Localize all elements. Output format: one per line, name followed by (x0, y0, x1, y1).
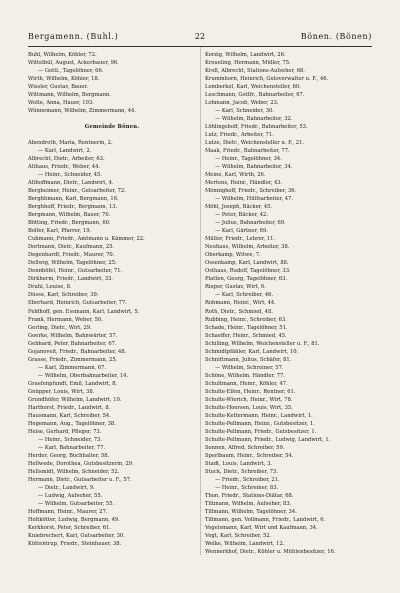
directory-entry: Roth, Dietr., Schmied, 48. (205, 308, 273, 315)
directory-entry: Oberkamp, Witwe, 7. (205, 252, 261, 259)
directory-entry: Lemberkel, Karl, Weichensteller, 60. (205, 84, 301, 91)
page-header (28, 31, 372, 43)
directory-entry: Graefenpfundt, Emil, Landwirt, 8. (28, 380, 118, 387)
directory-entry: Stuck, Dietr., Schreiber, 73. (205, 468, 279, 475)
directory-entry: — Friedr., Schreiber, 21. (215, 476, 280, 483)
left-column (28, 51, 196, 548)
directory-entry: Schulte-Pellmann, Friedr., Gutsbesitzer, 1. (205, 428, 317, 435)
directory-entry: Gerling, Dietr., Wirt, 29. (28, 324, 92, 331)
header-left-title: Bergamenn. (Buhl.) (28, 32, 119, 41)
directory-entry: — Wilhelm, Hülfsarbeiter, 47. (215, 196, 294, 203)
directory-entry: Gojanoveit, Friedr., Bahnarbeiter, 48. (28, 348, 127, 355)
directory-entry: Althoffmann, Dietr., Landwirt, 4. (28, 180, 114, 187)
directory-entry: — Wilhelm, Gutsarbeiter, 55. (38, 500, 115, 507)
directory-entry: Vogelsmann, Karl, Wirt und Kaufmann, 34. (205, 524, 318, 531)
directory-entry: Schöne, Wilhelm, Händler, 77. (205, 372, 285, 379)
directory-entry: — Gottl., Tagelöhner, 66. (38, 68, 104, 75)
directory-entry: Thon, Friedr., Stations-Diätar, 68. (205, 492, 294, 499)
directory-entry: Schilling, Wilhelm, Weichensteller u. F., 81. (205, 340, 320, 347)
directory-entry: Eberhard, Heinrich, Gutsarbeiter, 77. (28, 300, 127, 307)
directory-entry: Rubbing, Heinr., Schreiber, 63. (205, 316, 287, 323)
directory-entry: — Heinr., Schneider, 45. (38, 172, 103, 179)
directory-entry: Stadt, Louis, Landwirt, 3. (205, 460, 273, 467)
directory-entry: Schulte-Pellmann, Heinr., Gutsbesitzer, 1. (205, 420, 315, 427)
directory-entry: Abendroth, Maria, Rentnerin, 2. (28, 140, 113, 147)
directory-entry: Vogt, Karl, Schreiber, 52. (205, 532, 272, 539)
directory-entry: Maak, Friedr., Bahnarbeiter, 77. (205, 148, 290, 155)
directory-entry: Berghhmann, Karl, Bergmann, 16. (28, 196, 119, 203)
directory-entry: Dortmann, Dietr., Kaufmann, 25. (28, 244, 115, 251)
directory-entry: Althaus, Friedr., Weber, 44. (28, 164, 101, 171)
directory-entry: Hegemann, Aug., Tagelöhner, 38. (28, 420, 116, 427)
directory-entry: Holtkötter, Ludwig, Bergmann, 49. (28, 516, 120, 523)
directory-entry: Lutz, Friedr., Arbeiter, 71. (205, 132, 274, 139)
page-number: 22 (194, 32, 206, 41)
directory-entry: Möhl, Joseph, Bäcker, 45. (205, 204, 273, 211)
directory-entry: Dennhöfel, Heinr., Gutsarbeiter, 71. (28, 268, 123, 275)
directory-entry: Kreueling, Hermann, Müller, 75. (205, 60, 291, 67)
directory-entry: Bötting, Friedr., Bergmann, 60. (28, 220, 111, 227)
directory-entry: Welke, Wilhelm, Landwirt, 12. (205, 540, 285, 547)
directory-entry: — Karl, Gärtner, 69. (215, 228, 268, 235)
directory-entry: Müller, Friedr., Lehrer, 11. (205, 236, 276, 243)
directory-entry: Lutze, Dietr., Weichensteller u. F., 21. (205, 140, 305, 147)
directory-entry: — Karl, Bahnarbeiter, 77. (38, 444, 106, 451)
directory-entry: Kerkhorst, Peter, Schreiber, 61. (28, 524, 111, 531)
directory-entry: — Julius, Bahnarbeiter, 69. (215, 220, 286, 227)
directory-entry: Tillmann, Wilhelm, Tagelöhner, 34. (205, 508, 297, 515)
directory-entry: Dirkherm, Friedr., Landwirt, 33. (28, 276, 113, 283)
directory-entry: — Wilhelm, Bahnarbeiter, 34. (215, 164, 293, 171)
directory-entry: Schnittmann, Julius, Schäfer, 81. (205, 356, 292, 363)
section-heading: Gemeinde Bönen. (84, 124, 140, 131)
directory-entry: — Wilhelm, Oberbahnarbeiter, 14. (38, 372, 129, 379)
directory-entry: Wittelbül, August, Ackerbauer, 96. (28, 60, 119, 67)
directory-entry: Hellwede, Dorothea, Gutsbesitzerin, 29. (28, 460, 134, 467)
directory-entry: Bergmann, Wilhelm, Bauer, 70. (28, 212, 111, 219)
directory-entry: Grasse, Friedr., Zimmermann, 25. (28, 356, 118, 363)
directory-entry: Schaeffer, Heinr., Schmied, 45. (205, 332, 287, 339)
directory-entry: Feldhoff, gen. Essmann, Karl, Landwirt, 5. (28, 308, 140, 315)
directory-entry: Kroll, Albrecht, Stations-Aufseher, 68. (205, 68, 305, 75)
column-divider (200, 47, 201, 555)
directory-entry: Wittmann, Wilhelm, Bergmann. (28, 92, 111, 99)
directory-entry: Krummhorn, Heinrich, Gutsverwalter u. F., 46. (205, 76, 329, 83)
directory-entry: Bolfer, Karl, Pfarrer, 19. (28, 228, 92, 235)
directory-entry: Gebhard, Peter, Bahnarbeiter, 67. (28, 340, 117, 347)
directory-entry: Hoffmann, Heinr., Maurer, 27. (28, 508, 108, 515)
directory-entry: Osthaus, Rudolf, Tagelöhner, 33. (205, 268, 291, 275)
directory-entry: Löhlingshoff, Friedr., Bahnarbeiter, 53. (205, 124, 308, 131)
directory-entry: Schmidtpfähler, Karl, Landwirt, 10. (205, 348, 299, 355)
directory-entry: Hausmann, Karl, Schreiber, 54. (28, 412, 111, 419)
directory-entry: — Karl, Schreiber, 46. (215, 292, 274, 299)
directory-entry: Rieper, Gustav, Wirt, 6. (205, 284, 266, 291)
directory-entry: Bergheimer, Heinr., Gutsarbeiter, 72. (28, 188, 126, 195)
directory-entry: Dellwig, Wilhelm, Tagelöhner, 25. (28, 260, 117, 267)
directory-entry: Schulte-Wierich, Heinr., Wirt, 78. (205, 396, 293, 403)
directory-entry: Tillmann, gen. Vollmann, Friedr., Landwirt, 6. (205, 516, 326, 523)
directory-entry: Rohmann, Heinr., Wirt, 44. (205, 300, 276, 307)
directory-entry: Platten, Georg, Tagelöhner, 63. (205, 276, 288, 283)
directory-entry: Degenhardt, Friedr., Maurer, 70. (28, 252, 115, 259)
directory-entry: — Wilhelm, Schreiner, 57. (215, 364, 284, 371)
directory-entry: Wissler, Gustav, Bauer. (28, 84, 88, 91)
directory-entry: — Heinr., Schreiner, 83. (215, 484, 279, 491)
directory-entry: Grundhöfer, Wilhelm, Landwirt, 10. (28, 396, 122, 403)
directory-entry: — Dietr., Landwirt, 9. (38, 484, 95, 491)
directory-entry: Herder, Georg, Buchhalter, 58. (28, 452, 110, 459)
directory-entry: Cuhmann, Friedr., Amtmann u. Kämmer, 22. (28, 236, 145, 243)
directory-entry: Wünnemann, Wilhelm, Zimmermann, 44. (28, 108, 136, 115)
directory-entry: Neuhaus, Wilhelm, Arbeiter, 38. (205, 244, 290, 251)
directory-entry: Mertens, Heinr., Händler, 43. (205, 180, 283, 187)
directory-entry: Ossenkamp, Karl, Landwirt, 88. (205, 260, 289, 267)
directory-entry: Schulte-Kettermann, Heinr., Landwirt, 1. (205, 412, 313, 419)
directory-entry: — Karl, Zimmermann, 67. (38, 364, 107, 371)
directory-entry: — Heinr., Tagelöhner, 34. (215, 156, 282, 163)
directory-entry: Meine, Karl, Wirth, 26. (205, 172, 266, 179)
directory-entry: Kniebrechert, Karl, Gutsarbeiter, 30. (28, 532, 125, 539)
directory-entry: Wolte, Anna, Hauer, 103. (28, 100, 94, 107)
directory-entry: Albrecht, Dietr., Arbeiter, 63. (28, 156, 105, 163)
directory-entry: Wirth, Wilhelm, Köhler, 18. (28, 76, 100, 83)
header-right-title: Bönen. (Bönen) (300, 32, 372, 41)
directory-entry: Lohmann, Jacob, Weber, 23. (205, 100, 279, 107)
directory-entry: Tiltmann, Wilhelm, Aufseher, 83. (205, 500, 292, 507)
directory-entry: — Karl, Landwirt, 2. (38, 148, 92, 155)
directory-entry: Kerzig, Wilhelm, Landwirt, 26. (205, 52, 286, 58)
directory-entry: — Ludwig, Aufseher, 55. (38, 492, 103, 499)
directory-entry: Wennerkhof, Dietr., Köhler u. Mühlenbesitzer, 16. (205, 548, 336, 555)
directory-entry: Schultmann, Heinr., Köhler, 47. (205, 380, 288, 387)
directory-entry: Heise, Gerhard, Pfleger, 73. (28, 428, 102, 435)
directory-entry: — Heinr., Schneider, 73. (38, 436, 103, 443)
directory-entry: Schulte-Pellmann, Friedr., Ludwig, Landwirt, 1. (205, 436, 331, 443)
directory-entry: Schulte-Elfen, Heinr., Rentner, 61. (205, 388, 296, 395)
directory-entry: Buhl, Wilhelm, Köhler, 72. (28, 52, 97, 58)
directory-entry: — Wilhelm, Bahnarbeiter, 32. (215, 116, 293, 123)
directory-entry: Gnüpper, Louis, Wirt, 38. (28, 388, 95, 395)
directory-entry: Harthorst, Friedr., Landwirt, 8. (28, 404, 111, 411)
blank-line (28, 115, 196, 123)
blank-line (28, 131, 196, 139)
directory-entry: Berghhoff, Friedr., Bergmann, 13. (28, 204, 118, 211)
directory-entry: Sonnen, Alfred, Schreiber, 59. (205, 444, 285, 451)
directory-entry: Goerke, Wilhelm, Bahnwärter, 57. (28, 332, 118, 339)
directory-entry: Leschmann, Gottfr., Bahnarbeiter, 67. (205, 92, 305, 99)
directory-entry: Schulte-Hoersen, Louis, Wirt, 35. (205, 404, 293, 411)
directory-entry: Sperlbaum, Heinr., Schreiber, 54. (205, 452, 294, 459)
right-column (205, 51, 373, 556)
directory-entry: Schade, Heinr., Tagelöhner, 51. (205, 324, 288, 331)
directory-entry: — Karl, Schneider, 30. (215, 108, 274, 115)
directory-entry: Düsse, Karl, Schreiber, 39. (28, 292, 99, 299)
directory-entry: Hermann, Dietr., Gutsarbeiter u. F., 57. (28, 476, 132, 483)
directory-entry: Drahl, Louise, 8. (28, 284, 72, 291)
directory-entry: Mönnighoff, Friedr., Schreiber, 36. (205, 188, 297, 195)
directory-entry: — Peter, Bäcker, 42. (215, 212, 269, 219)
directory-entry: Küttentrup, Friedr., Steinhauer, 38. (28, 540, 122, 547)
directory-entry: Frank, Hermann, Weber, 50. (28, 316, 103, 323)
directory-entry: Hellsmidt, Wilhelm, Schneider, 52. (28, 468, 120, 475)
